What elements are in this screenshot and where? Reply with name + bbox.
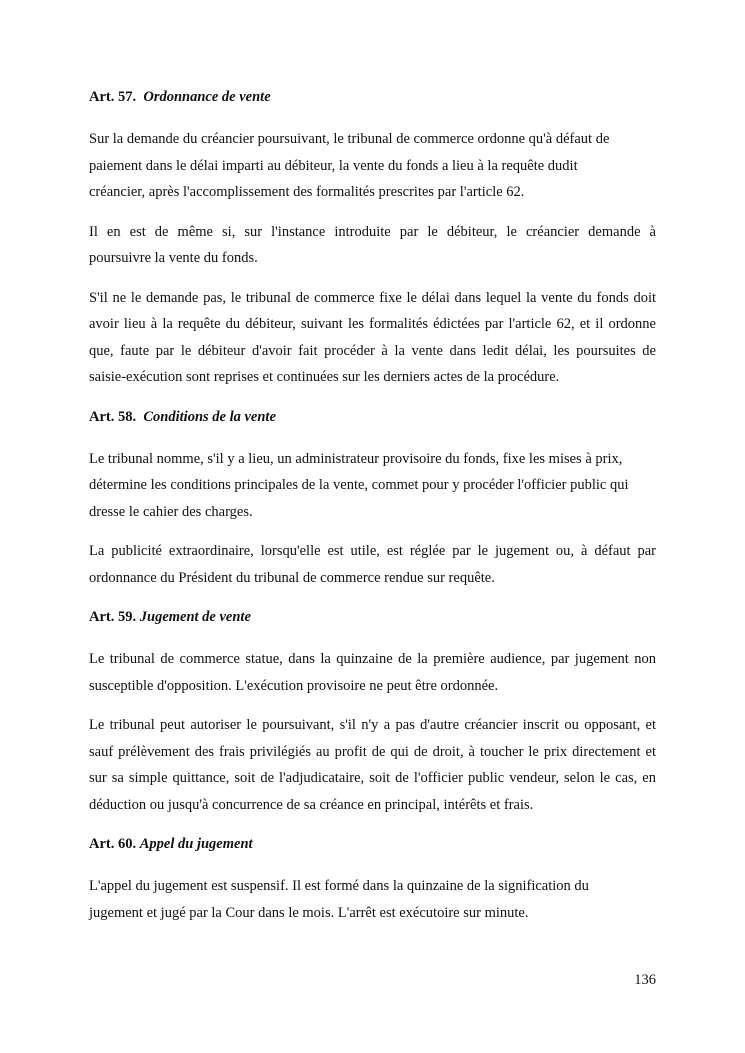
paragraph — [89, 873, 656, 926]
text-line: déduction ou jusqu'à concurrence de sa créance en principal, intérêts et frais. — [89, 796, 534, 813]
paragraph — [89, 712, 656, 818]
article-59 — [89, 604, 656, 818]
document-page — [89, 84, 656, 939]
article-heading — [89, 831, 656, 857]
text-line: sur sa simple quittance, soit de l'adjudicataire, soit de l'officier public vendeur, selon le cas, en — [89, 770, 656, 786]
text-line: sauf prélèvement des frais privilégiés au profit de qui de droit, à toucher le prix directement et — [89, 743, 656, 760]
paragraph — [89, 446, 656, 526]
text-line: susceptible d'opposition. L'exécution provisoire ne peut être ordonnée. — [89, 677, 499, 694]
text-line: jugement et jugé par la Cour dans le mois. L'arrêt est exécutoire sur minute. — [89, 904, 529, 921]
article-number: Art. 58. — [89, 408, 137, 425]
page-number: 136 — [634, 972, 656, 988]
article-title: Jugement de vente — [139, 609, 251, 625]
text-line: La publicité extraordinaire, lorsqu'elle est utile, est réglée par le jugement ou, à défaut par — [89, 543, 656, 559]
article-heading — [89, 404, 656, 430]
text-line: Le tribunal de commerce statue, dans la quinzaine de la première audience, par jugement non — [89, 651, 656, 667]
paragraph — [89, 646, 656, 699]
article-title: Appel du jugement — [139, 836, 253, 852]
text-line: avoir lieu à la requête du débiteur, suivant les formalités édictées par l'article 62, et il ordonne — [89, 316, 656, 332]
text-line: Il en est de même si, sur l'instance introduite par le débiteur, le créancier demande à — [89, 223, 656, 240]
text-line: que, faute par le débiteur d'avoir fait procéder à la vente dans ledit délai, les poursuites de — [89, 342, 656, 359]
paragraph — [89, 126, 656, 206]
paragraph — [89, 538, 656, 591]
article-58 — [89, 404, 656, 592]
text-line: poursuivre la vente du fonds. — [89, 250, 258, 266]
article-heading — [89, 604, 656, 630]
text-line: S'il ne le demande pas, le tribunal de commerce fixe le délai dans lequel la vente du fonds doit — [89, 289, 656, 306]
article-heading — [89, 84, 656, 110]
article-title: Ordonnance de vente — [143, 89, 271, 105]
text-line: Le tribunal nomme, s'il y a lieu, un administrateur provisoire du fonds, fixe les mises à prix, — [89, 450, 623, 467]
article-57 — [89, 84, 656, 391]
text-line: ordonnance du Président du tribunal de commerce rendue sur requête. — [89, 569, 495, 586]
article-60 — [89, 831, 656, 926]
text-line: saisie-exécution sont reprises et continuées sur les derniers actes de la procédure. — [89, 369, 560, 385]
text-line: détermine les conditions principales de la vente, commet pour y procéder l'officier public qui — [89, 477, 629, 493]
text-line: paiement dans le délai imparti au débiteur, la vente du fonds a lieu à la requête dudit — [89, 157, 578, 174]
article-number: Art. 57. — [89, 89, 137, 105]
text-line: créancier, après l'accomplissement des formalités prescrites par l'article 62. — [89, 184, 525, 200]
paragraph — [89, 219, 656, 272]
article-title: Conditions de la vente — [143, 408, 276, 425]
text-line: Sur la demande du créancier poursuivant, le tribunal de commerce ordonne qu'à défaut de — [89, 131, 610, 147]
text-line: L'appel du jugement est suspensif. Il est formé dans la quinzaine de la signification du — [89, 878, 589, 894]
article-number: Art. 59. — [89, 609, 137, 625]
paragraph — [89, 285, 656, 391]
text-line: dresse le cahier des charges. — [89, 503, 253, 520]
text-line: Le tribunal peut autoriser le poursuivant, s'il n'y a pas d'autre créancier inscrit ou opposant, et — [89, 717, 656, 733]
article-number: Art. 60. — [89, 836, 137, 852]
